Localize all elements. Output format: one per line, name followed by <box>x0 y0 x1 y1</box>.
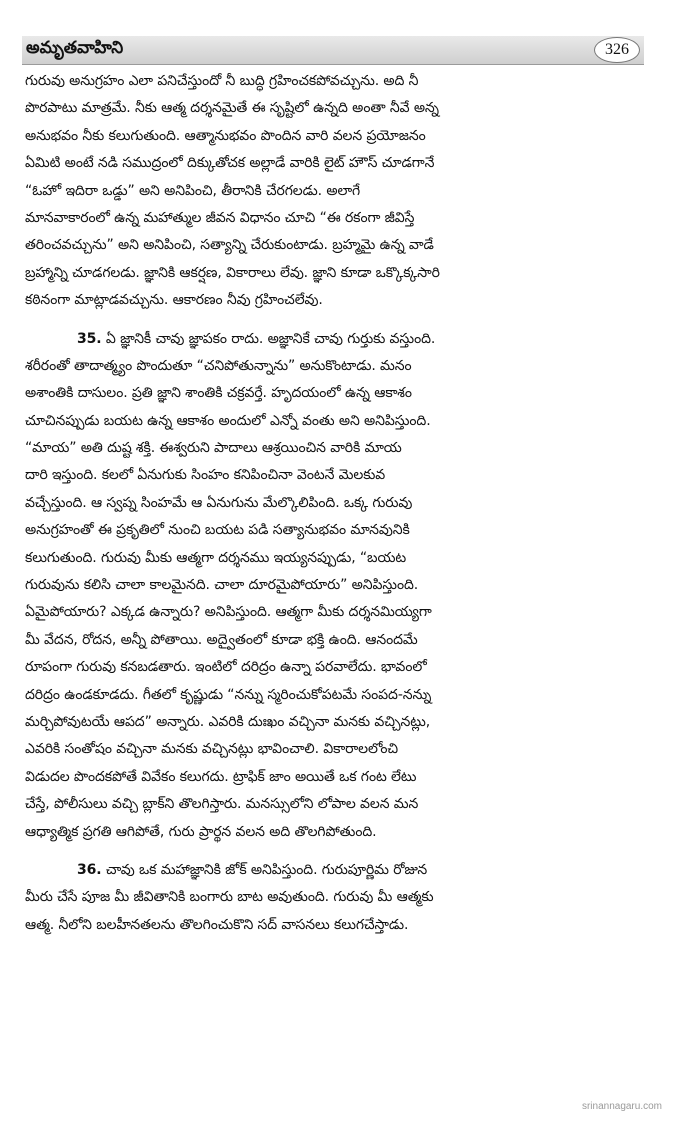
page-header <box>22 36 644 65</box>
text-line: “మాయ” అతి దుష్ట శక్తి. ఈశ్వరుని పాదాలు ఆశ్రయించిన వారికి మాయ <box>25 440 402 457</box>
book-title: అమృతవాహిని <box>26 38 124 58</box>
paragraph-gap <box>25 846 645 857</box>
text-line: పొరపాటు మాత్రమే. నీకు ఆత్మ దర్శనమైతే ఈ సృష్టిలో ఉన్నది అంతా నీవే అన్న <box>25 100 439 117</box>
text-line: మీరు చేసే పూజ మీ జీవితానికి బంగారు బాట అవుతుంది. గురువు మీ ఆత్మకు <box>25 889 434 906</box>
text-line <box>25 857 645 884</box>
paragraph-gap <box>25 315 645 326</box>
paragraph-number: 35. <box>77 330 102 347</box>
text-line: విడుదల పొందకపోతే వివేకం కలుగదు. ట్రాఫిక్ జాం అయితే ఒక గంట లేటు <box>25 768 417 785</box>
page-body <box>25 68 645 939</box>
text-line: మానవాకారంలో ఉన్న మహాత్ముల జీవన విధానం చూచి “ఈ రకంగా జీవిస్తే <box>25 209 415 226</box>
text-line: శరీరంతో తాదాత్మ్యం పొందుతూ “చనిపోతున్నాను” అనుకొంటాడు. మనం <box>25 357 412 374</box>
text-line: ఏమిటి అంటే నడి సముద్రంలో దిక్కుతోచక అల్లాడే వారికి లైట్ హౌస్ చూడగానే <box>25 155 435 172</box>
text-line: దారి ఇస్తుంది. కలలో ఏనుగుకు సింహం కనిపించినా వెంటనే మెలకువ <box>25 467 386 484</box>
text-line: గురువు అనుగ్రహం ఎలా పనిచేస్తుందో నీ బుద్ధి గ్రహించకపోవచ్చును. అది నీ <box>25 73 419 89</box>
paragraph-35 <box>25 326 645 846</box>
text-line: మీ వేదన, రోదన, అన్నీ పోతాయి. అద్వైతంలో కూడా భక్తి ఉంది. ఆనందమే <box>25 631 418 648</box>
text-line: గురువును కలిసి చాలా కాలమైనది. చాలా దూరమైపోయారు” అనిపిస్తుంది. <box>25 577 419 594</box>
text-line: బ్రహ్మాన్ని చూడగలడు. జ్ఞానికి ఆకర్షణ, వికారాలు లేవు. జ్ఞాని కూడా ఒక్కొక్కసారి <box>25 264 440 281</box>
paragraph-intro <box>25 68 645 315</box>
line-text: చావు ఒక మహాజ్ఞానికి జోక్ అనిపిస్తుంది. గురుపూర్ణిమ రోజున <box>105 861 428 878</box>
text-line: దరిద్రం ఉండకూడదు. గీతలో కృష్ణుడు “నన్ను స్మరించుకోపటమే సంపద-నన్ను <box>25 686 432 703</box>
text-line: తరించవచ్చును” అని అనిపించి, సత్యాన్ని చేరుకుంటాడు. బ్రహ్మమై ఉన్న వాడే <box>25 237 434 254</box>
text-line: ఆధ్యాత్మిక ప్రగతి ఆగిపోతే, గురు ప్రార్థన వలన అది తొలగిపోతుంది. <box>25 823 377 840</box>
text-line: వచ్చేస్తుంది. ఆ స్వప్న సింహమే ఆ ఏనుగును మేల్కొలిపింది. ఒక్క గురువు <box>25 494 413 511</box>
site-watermark: srinannagaru.com <box>581 1101 662 1112</box>
paragraph-number: 36. <box>77 861 102 878</box>
line-text: ఏ జ్ఞానికీ చావు జ్ఞాపకం రాదు. అజ్ఞానికే చావు గుర్తుకు వస్తుంది. <box>105 330 436 347</box>
text-line: మర్చిపోవుటయే ఆపద” అన్నారు. ఎవరికి దుఃఖం వచ్చినా మనకు వచ్చినట్లు, <box>25 713 431 730</box>
text-line: ఏమైపోయారు? ఎక్కడ ఉన్నారు? అనిపిస్తుంది. ఆత్మగా మీకు దర్శనమియ్యగా <box>25 604 432 621</box>
page-number-badge: 326 <box>594 37 640 63</box>
text-line: అశాంతికి దాసులం. ప్రతి జ్ఞాని శాంతికి చక్రవర్తే. హృదయంలో ఉన్న ఆకాశం <box>25 385 412 402</box>
text-line: “ఓహో ఇదిరా ఒడ్డు” అని అనిపించి, తీరానికి చేరగలడు. అలాగే <box>25 182 361 199</box>
text-line: ఎవరికి సంతోషం వచ్చినా మనకు వచ్చినట్లు భావించాలి. వికారాలలోంచి <box>25 741 399 758</box>
text-line: కఠినంగా మాట్లాడవచ్చును. ఆకారణం నీవు గ్రహించలేవు. <box>25 292 323 309</box>
text-line: ఆత్మ. నీలోని బలహీనతలను తొలగించుకొని సద్ వాసనలు కలుగచేస్తాడు. <box>25 916 409 933</box>
text-line <box>25 326 645 353</box>
text-line: కలుగుతుంది. గురువు మీకు ఆత్మగా దర్శనము ఇయ్యనప్పుడు, “బయట <box>25 549 407 566</box>
text-line: చూచినప్పుడు బయట ఉన్న ఆకాశం అందులో ఎన్నో వంతు అని అనిపిస్తుంది. <box>25 412 431 429</box>
paragraph-36 <box>25 857 645 939</box>
text-line: అనుభవం నీకు కలుగుతుంది. ఆత్మానుభవం పొందిన వారి వలన ప్రయోజనం <box>25 127 426 144</box>
text-line: చేస్తే, పోలీసులు వచ్చి బ్లాక్‌ని తొలగిస్తారు. మనస్సులోని లోపాల వలన మన <box>25 796 419 813</box>
text-line: అనుగ్రహంతో ఈ ప్రకృతిలో నుంచి బయట పడి సత్యానుభవం మానవునికి <box>25 522 410 539</box>
text-line: రూపంగా గురువు కనబడతారు. ఇంటిలో దరిద్రం ఉన్నా పరవాలేదు. భావంలో <box>25 659 427 676</box>
